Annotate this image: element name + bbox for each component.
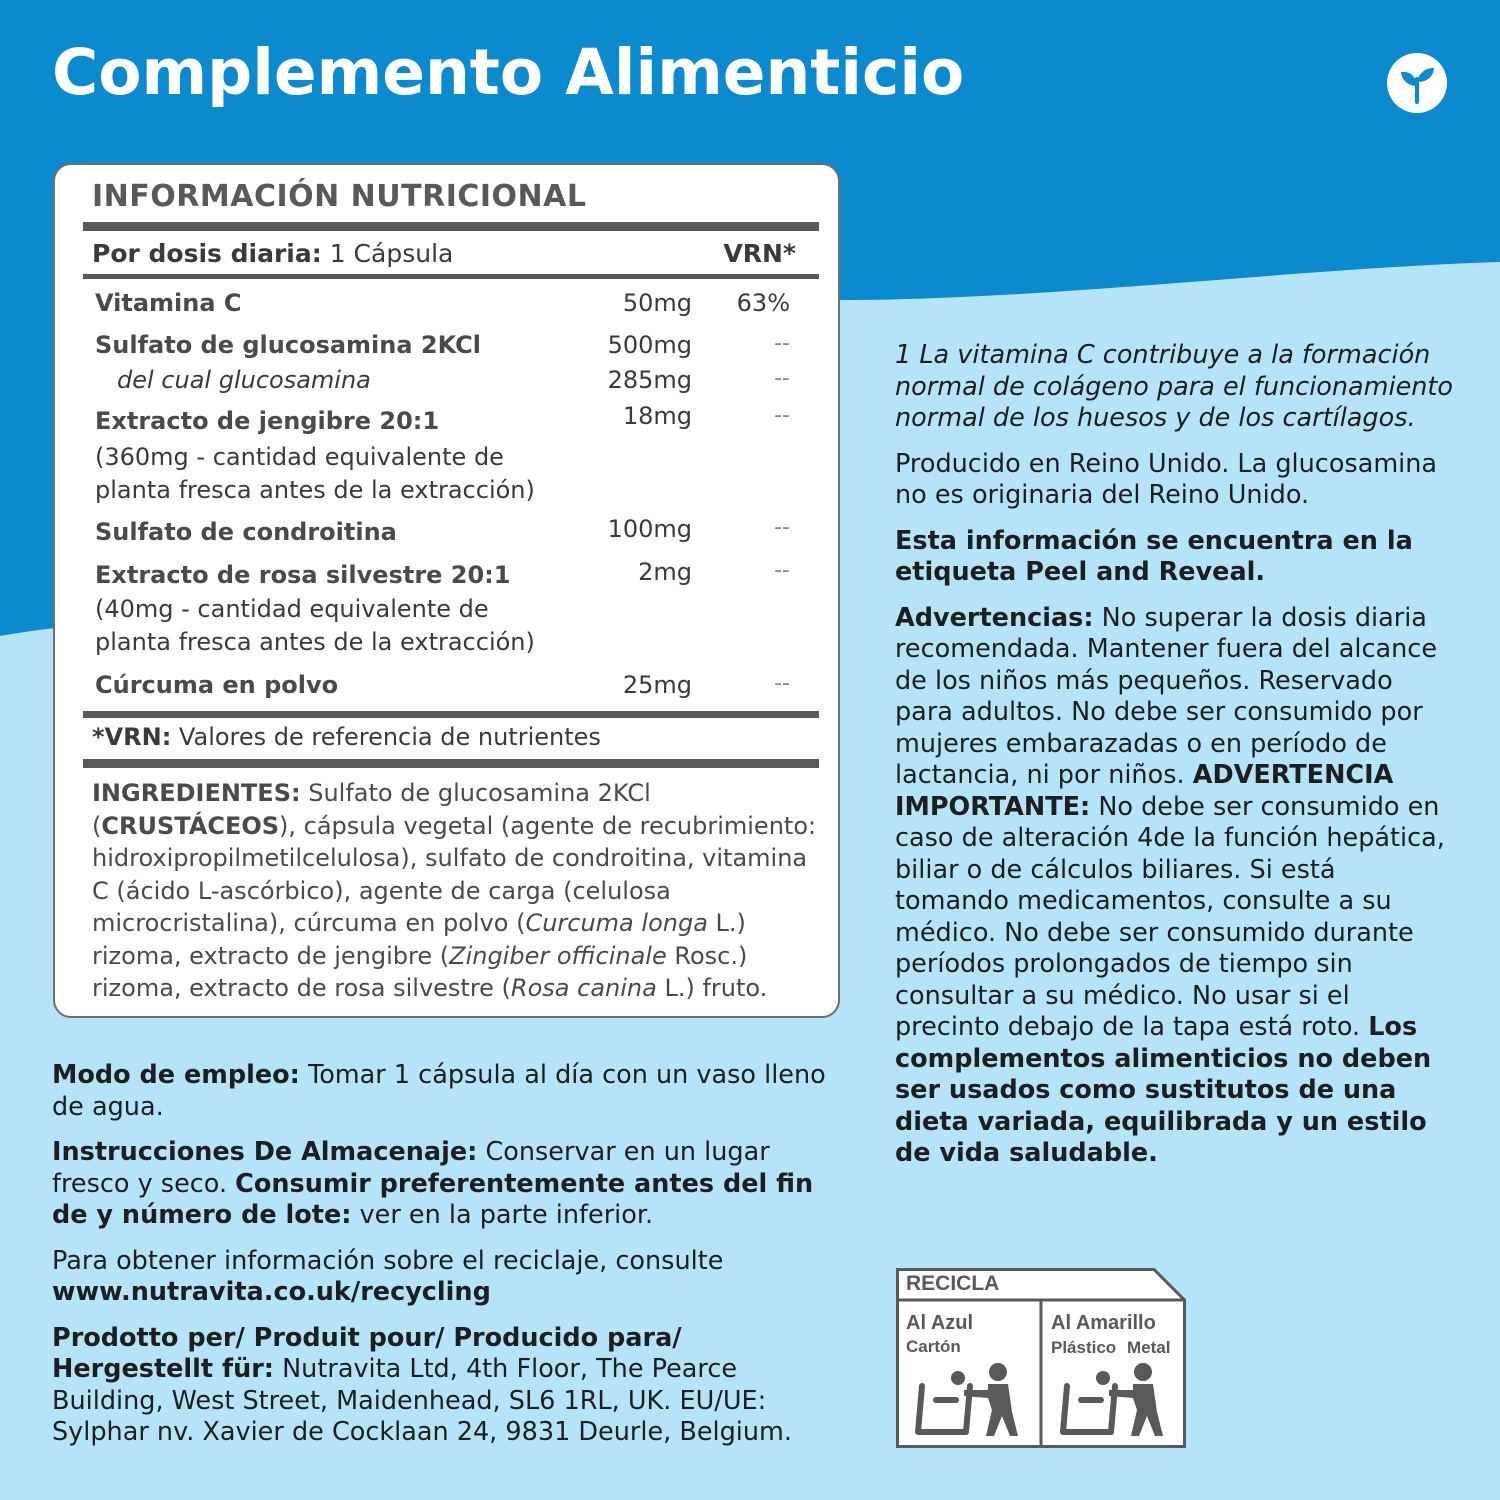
dose-label: Por dosis diaria: (92, 239, 322, 268)
nutrient-amount: 100mg (607, 515, 692, 543)
nutrient-name: Extracto de rosa silvestre 20:1 (95, 561, 511, 589)
nutrient-vrn: 63% (736, 289, 790, 317)
producer-label: Prodotto per/ Produit pour/ Producido para/ Hergestellt für: (52, 1322, 682, 1384)
divider (83, 711, 819, 718)
nutrient-amount: 50mg (622, 289, 692, 317)
nutrient-vrn: -- (774, 515, 790, 540)
allergen: CRUSTÁCEOS (101, 811, 280, 840)
nutrient-name: del cual glucosamina (117, 366, 371, 394)
nutrient-note: (360mg - cantidad equivalente de (95, 443, 504, 471)
recycle-bin-person-icon (914, 1360, 1026, 1440)
nutrient-vrn: -- (774, 558, 790, 583)
ingredients-part: ), cápsula vegetal (agente de recubrimiento: hidroxipropilmetilcelulosa), sulfato de condroitina, vitamina C (ácido L-ascórbico), agente de carga (celulosa microcristalina), cúrcuma en polvo ( (92, 811, 817, 937)
ingredients-part: L.) fruto. (656, 974, 768, 1002)
ingredients-part: L.) rizoma, extracto de jengibre ( (92, 909, 746, 970)
right-info-column (895, 340, 1455, 1184)
left-info-column (52, 1060, 832, 1463)
recycle-right-material-plastic: Plástico (1051, 1338, 1117, 1357)
nutrient-name: Vitamina C (95, 289, 242, 317)
recycle-title: RECICLA (906, 1272, 1000, 1295)
origin-text: Producido en Reino Unido. La glucosamina no es originaria del Reino Unido. (895, 448, 1438, 510)
nutrition-title: INFORMACIÓN NUTRICIONAL (92, 179, 587, 214)
nutrient-name: Sulfato de glucosamina 2KCl (95, 331, 481, 359)
nutrient-vrn: -- (774, 403, 790, 428)
label-info (895, 526, 1455, 589)
recycling-paragraph (52, 1246, 832, 1309)
vrn-footnote-text: Valores de referencia de nutrientes (171, 723, 601, 751)
divider (83, 759, 819, 768)
nutrient-amount: 2mg (638, 558, 692, 586)
recycle-bin-person-icon (1059, 1360, 1171, 1440)
storage-text-2: ver en la parte inferior. (351, 1200, 654, 1230)
latin-name: Curcuma longa (525, 909, 708, 937)
nutrient-name: Extracto de jengibre 20:1 (95, 407, 440, 435)
recycle-right-material-metal: Metal (1127, 1338, 1171, 1357)
warnings-paragraph (895, 603, 1455, 1170)
ingredients-part: Sulfato de glucosamina 2KCl ( (92, 779, 651, 840)
page-title: Complemento Alimenticio (52, 36, 965, 109)
recycle-right-bin: Al Amarillo (1051, 1312, 1156, 1334)
divider (83, 274, 819, 279)
nutrient-vrn: -- (774, 671, 790, 696)
nutrient-name: Sulfato de condroitina (95, 518, 397, 546)
important-warning-text: No debe ser consumido en caso de alteración 4de la función hepática, biliar o de cálculos biliares. Si está tomando medicamentos, consulte a su médico. No debe ser consumido durante períodos prolongados de tiempo sin consultar a su médico. No usar si el precinto debajo de la tapa está roto. (895, 791, 1445, 1042)
best-before-label: Consumir preferentemente antes del fin de y número de lote: (52, 1168, 814, 1230)
recycle-left-material: Cartón (906, 1337, 961, 1356)
nutrient-note: planta fresca antes de la extracción) (95, 476, 535, 504)
dose-line (92, 239, 453, 268)
dose-value: 1 Cápsula (329, 239, 454, 268)
storage-text: Conservar en un lugar fresco y seco. (52, 1137, 770, 1199)
warnings-label: Advertencias: (895, 602, 1094, 633)
usage-paragraph (52, 1060, 832, 1123)
usage-label: Modo de empleo: (52, 1060, 300, 1090)
ingredients-text (92, 777, 827, 1005)
nutrient-amount: 18mg (622, 402, 692, 430)
ingredients-label: INGREDIENTES: (92, 779, 301, 807)
vrn-header: VRN* (723, 239, 796, 268)
recycle-left-bin: Al Azul (906, 1312, 974, 1334)
nutrient-vrn: -- (774, 331, 790, 356)
nutrient-amount: 500mg (607, 331, 692, 359)
recycle-badge (896, 1268, 1186, 1448)
recycling-text: Para obtener información sobre el reciclaje, consulte (52, 1245, 724, 1276)
important-warning-label: ADVERTENCIA IMPORTANTE: (895, 760, 1394, 822)
storage-label: Instrucciones De Almacenaje: (52, 1137, 478, 1167)
usage-text: Tomar 1 cápsula al día con un vaso lleno de agua. (52, 1060, 826, 1122)
vrn-footnote (92, 723, 601, 751)
nutrient-note: planta fresca antes de la extracción) (95, 628, 535, 656)
nutrient-name: Cúrcuma en polvo (95, 671, 339, 699)
label-info-text: Esta información se encuentra en la etiqueta Peel and Reveal. (895, 525, 1413, 587)
producer-text: Nutravita Ltd, 4th Floor, The Pearce Building, West Street, Maidenhead, SL6 1RL, UK. EU/UE: Sylphar nv. Xavier de Cocklaan 24, 9831 Deurle, Belgium. (52, 1354, 792, 1447)
storage-paragraph (52, 1137, 832, 1232)
nutrition-panel (53, 163, 840, 1018)
producer-paragraph (52, 1323, 832, 1449)
leaf-icon (1386, 52, 1448, 114)
latin-name: Rosa canina (510, 974, 657, 1002)
latin-name: Zingiber officinale (449, 941, 667, 970)
vrn-footnote-key: *VRN: (92, 723, 172, 751)
warnings-text: No superar la dosis diaria recomendada. Mantener fuera del alcance de los niños más pequeños. Reservado para adultos. No debe ser consumido por mujeres embarazadas o en período de lactancia, ni por niños. (895, 602, 1438, 790)
health-claim: 1 La vitamina C contribuye a la formación normal de colágeno para el funcionamiento normal de los huesos y de los cartílagos. (895, 340, 1454, 433)
recycling-link[interactable]: www.nutravita.co.uk/recycling (52, 1277, 491, 1307)
ingredients-part: Rosc.) rizoma, extracto de rosa silvestre ( (92, 941, 748, 1002)
nutrient-vrn: -- (774, 366, 790, 391)
supplement-disclaimer: Los complementos alimenticios no deben ser usados como sustitutos de una dieta variada, equilibrada y un estilo de vida saludable. (895, 1012, 1432, 1168)
nutrient-amount: 285mg (607, 366, 692, 394)
nutrient-amount: 25mg (622, 671, 692, 699)
divider (83, 222, 819, 231)
nutrient-note: (40mg - cantidad equivalente de (95, 595, 489, 623)
